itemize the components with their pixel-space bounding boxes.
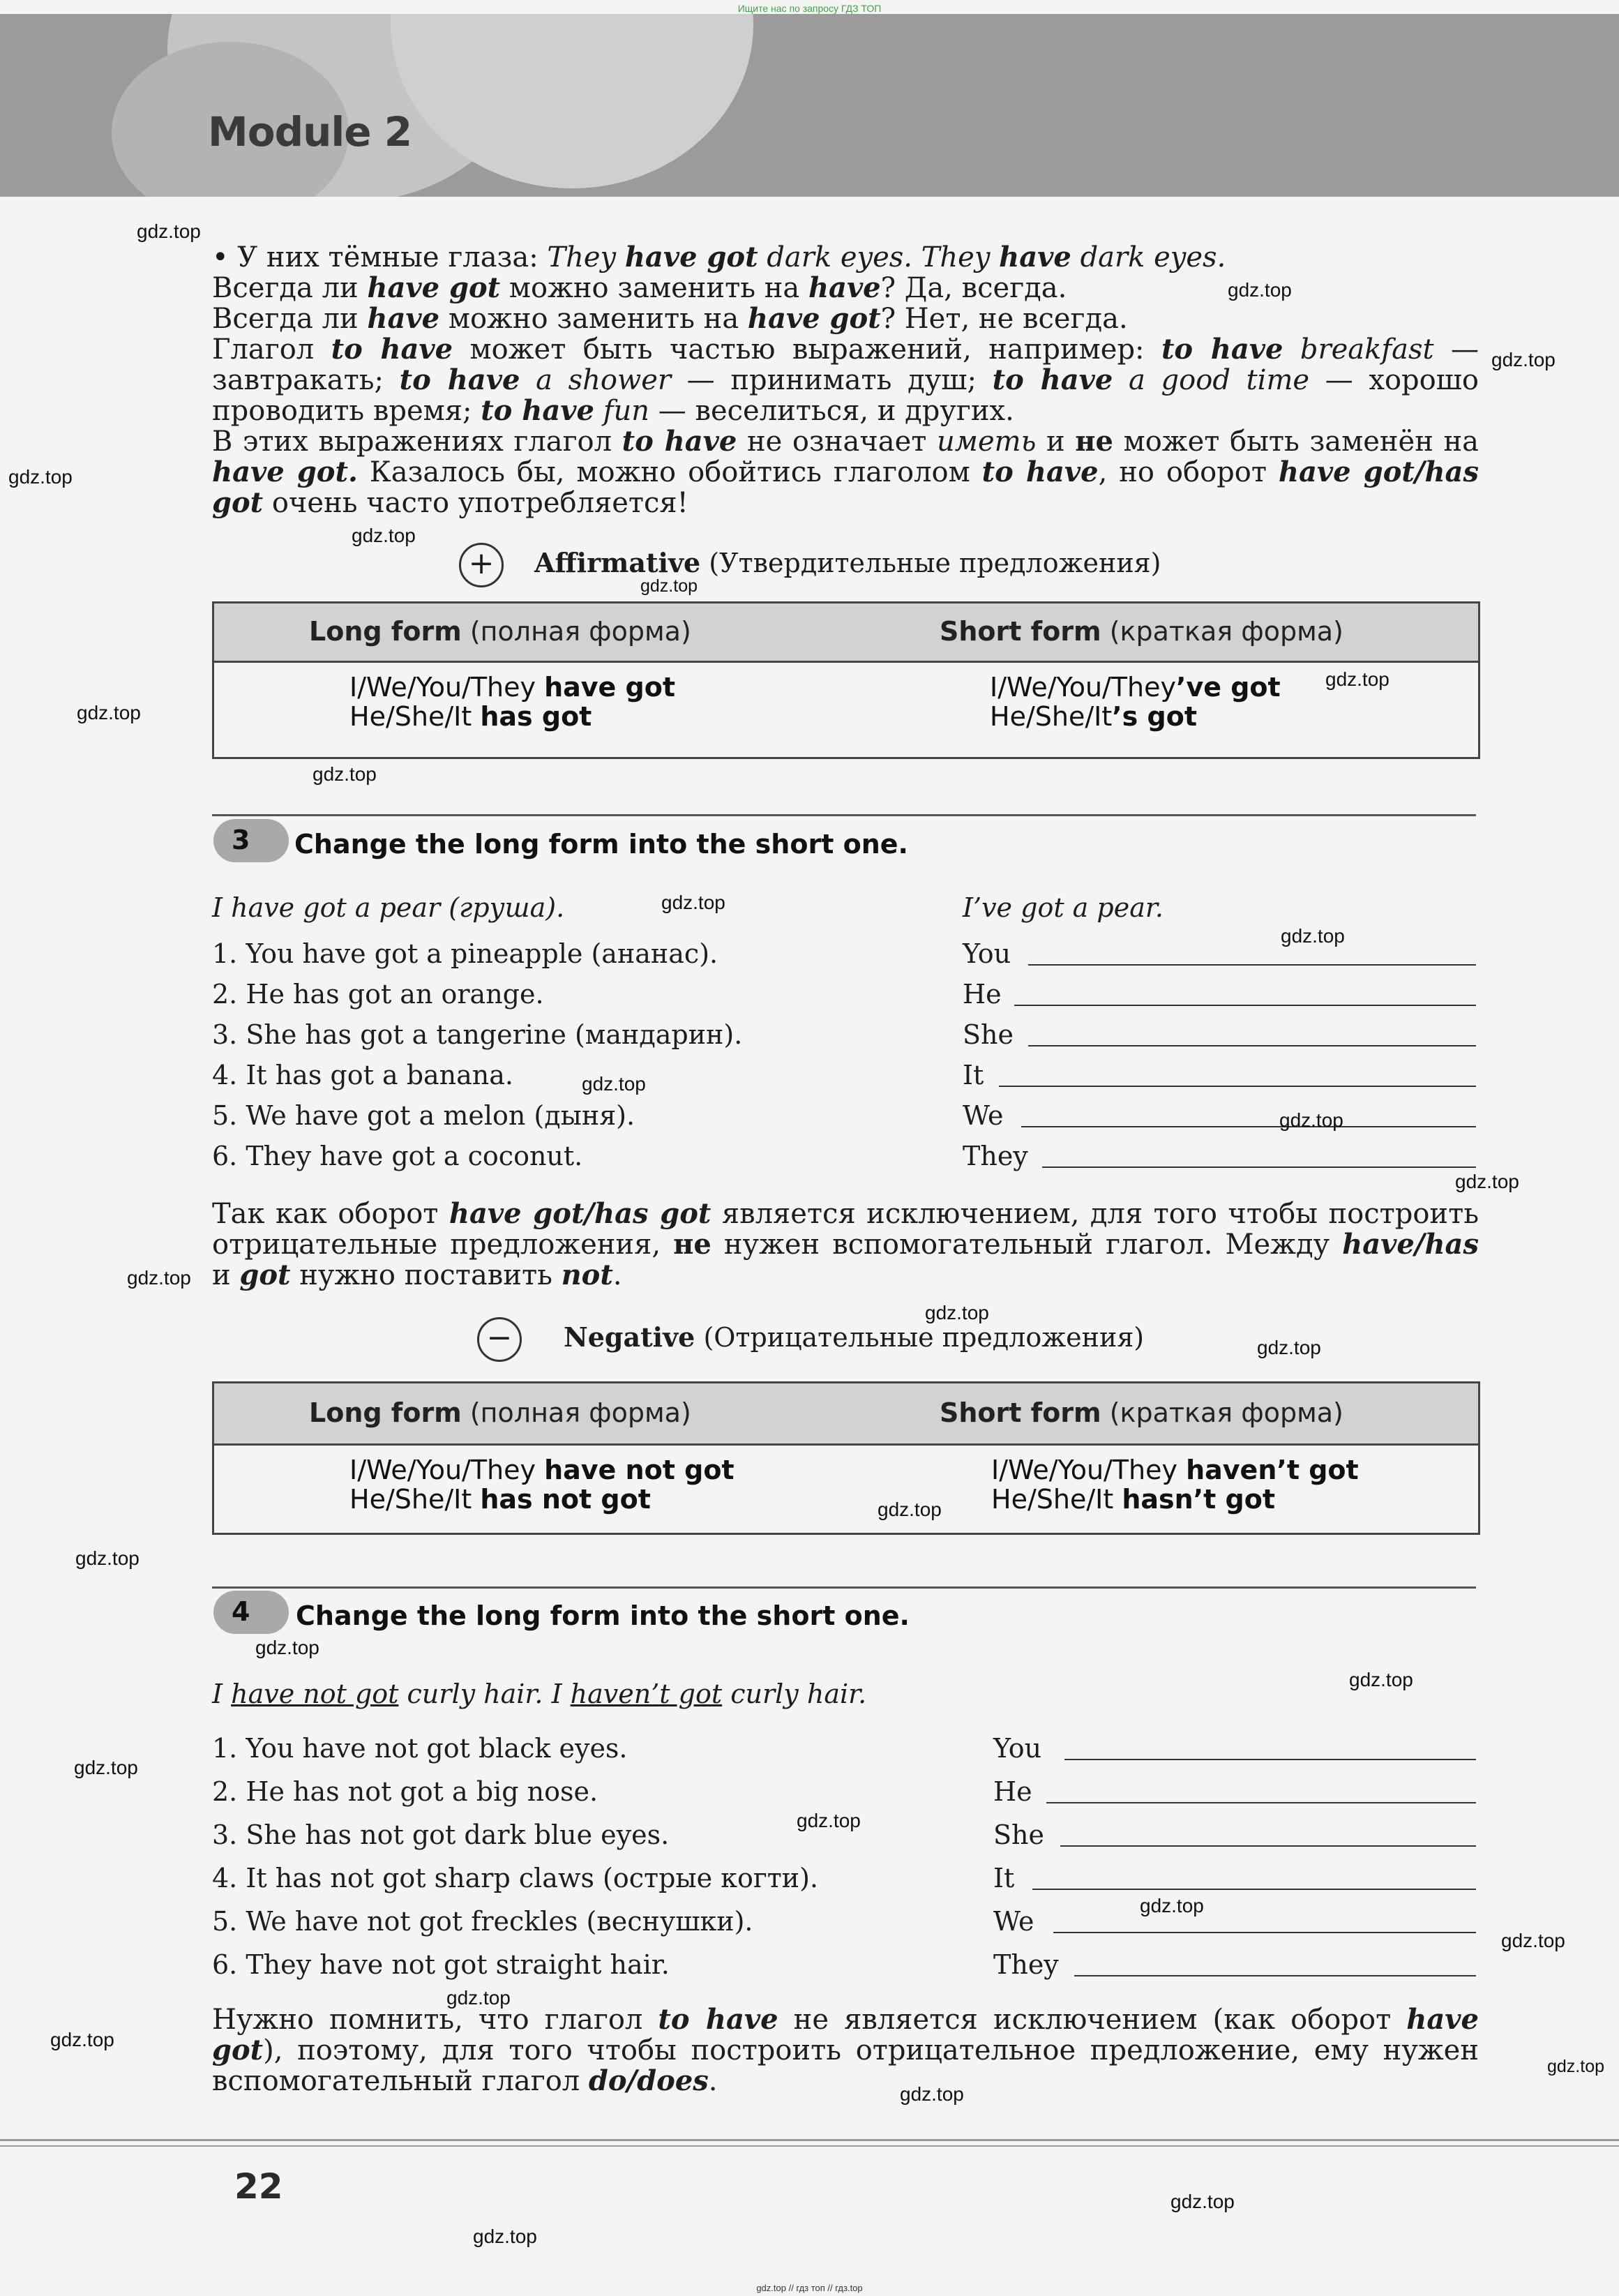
watermark: gdz.top bbox=[1455, 1171, 1519, 1192]
affirmative-table-header bbox=[214, 603, 1478, 663]
intro-paragraph-2: В этих выражениях глагол to have не означает иметь и не может быть заменён на have got. Казалось бы, можно обойтись глаголом to have, но оборот have got/has got очень часто употребляется! bbox=[212, 425, 1479, 519]
watermark: gdz.top bbox=[640, 576, 698, 596]
watermark: gdz.top bbox=[446, 1987, 511, 2009]
answer-prefix: He bbox=[993, 1776, 1032, 1807]
watermark: gdz.top bbox=[1140, 1895, 1204, 1916]
list-item: 2. He has not got a big nose. bbox=[212, 1776, 598, 1807]
exercise-4-list bbox=[212, 1733, 1479, 1991]
answer-blank[interactable] bbox=[1060, 1845, 1476, 1847]
list-item: 3. She has got a tangerine (мандарин). bbox=[212, 1019, 743, 1050]
header-band bbox=[0, 14, 1619, 197]
affirmative-short-forms: I/We/You/They’ve got He/She/It’s got bbox=[990, 672, 1281, 732]
short-form-header: Short form (краткая форма) bbox=[940, 616, 1343, 647]
answer-prefix: You bbox=[993, 1733, 1042, 1764]
watermark: gdz.top bbox=[1257, 1337, 1321, 1358]
negative-long-forms: I/We/You/They have not got He/She/It has not got bbox=[349, 1455, 735, 1515]
answer-prefix: He bbox=[963, 979, 1002, 1010]
watermark: gdz.top bbox=[255, 1637, 319, 1658]
module-title: Module 2 bbox=[208, 108, 412, 156]
watermark: gdz.top bbox=[900, 2083, 964, 2105]
intro-line-1: • У них тёмные глаза: They have got dark eyes. They have dark eyes. bbox=[212, 241, 1226, 273]
answer-prefix: She bbox=[963, 1019, 1014, 1050]
answer-prefix: It bbox=[963, 1060, 984, 1090]
list-item: 1. You have got a pineapple (ананас). bbox=[212, 938, 718, 969]
exercise-3-list bbox=[212, 938, 1479, 1176]
answer-blank[interactable] bbox=[1021, 1126, 1476, 1127]
answer-prefix: It bbox=[993, 1863, 1015, 1893]
plus-icon: + bbox=[459, 543, 504, 587]
affirmative-long-forms: I/We/You/They have got He/She/It has got bbox=[349, 672, 676, 732]
minus-icon: − bbox=[477, 1317, 522, 1362]
watermark: gdz.top bbox=[797, 1810, 861, 1831]
list-item: 5. We have not got freckles (веснушки). bbox=[212, 1906, 753, 1937]
answer-blank[interactable] bbox=[1053, 1932, 1476, 1933]
negative-table-header bbox=[214, 1383, 1478, 1446]
negative-title: Negative (Отрицательные предложения) bbox=[564, 1321, 1145, 1353]
watermark: gdz.top bbox=[1501, 1930, 1565, 1951]
closing-paragraph: Нужно помнить, что глагол to have не является исключением (как оборот have got), поэтому, для того чтобы построить отрицательное предложение, ему нужен вспомогательный глагол do/does. bbox=[212, 2003, 1479, 2097]
footer-note: gdz.top // гдз топ // гдз.top bbox=[756, 2283, 863, 2293]
short-form-header: Short form (краткая форма) bbox=[940, 1397, 1343, 1428]
watermark: gdz.top bbox=[473, 2226, 537, 2247]
watermark: gdz.top bbox=[312, 763, 377, 785]
watermark: gdz.top bbox=[1349, 1669, 1413, 1690]
intro-line-2: Всегда ли have got можно заменить на have? Да, всегда. bbox=[212, 271, 1067, 304]
answer-prefix: You bbox=[963, 938, 1011, 969]
watermark: gdz.top bbox=[1170, 2191, 1235, 2212]
exercise-3-number: 3 bbox=[213, 819, 289, 862]
top-note: Ищите нас по запросу ГДЗ ТОП bbox=[737, 3, 882, 14]
list-item: 4. It has not got sharp claws (острые когти). bbox=[212, 1863, 818, 1893]
list-item: 6. They have not got straight hair. bbox=[212, 1949, 670, 1980]
answer-blank[interactable] bbox=[1028, 964, 1476, 966]
long-form-header: Long form (полная форма) bbox=[309, 1397, 691, 1428]
watermark: gdz.top bbox=[1491, 349, 1556, 370]
bottom-rule bbox=[0, 2145, 1619, 2147]
watermark: gdz.top bbox=[1325, 668, 1390, 690]
watermark: gdz.top bbox=[50, 2029, 114, 2050]
answer-prefix: We bbox=[993, 1906, 1034, 1937]
negative-short-forms: I/We/You/They haven’t got He/She/It hasn’t got bbox=[991, 1455, 1359, 1515]
list-item: 2. He has got an orange. bbox=[212, 979, 544, 1010]
answer-prefix: We bbox=[963, 1100, 1004, 1131]
exercise-4-title: Change the long form into the short one. bbox=[296, 1600, 910, 1631]
watermark: gdz.top bbox=[77, 702, 141, 723]
exercise-3-example: I have got a pear (груша). bbox=[212, 892, 565, 923]
watermark: gdz.top bbox=[74, 1757, 138, 1778]
answer-blank[interactable] bbox=[1032, 1889, 1476, 1890]
answer-prefix: She bbox=[993, 1819, 1044, 1850]
answer-blank[interactable] bbox=[1046, 1802, 1476, 1803]
list-item: 1. You have not got black eyes. bbox=[212, 1733, 628, 1764]
exercise-3-example-answer: I’ve got a pear. bbox=[963, 892, 1164, 923]
long-form-header: Long form (полная форма) bbox=[309, 616, 691, 647]
intro-paragraph: Глагол to have может быть частью выражений, например: to have breakfast — завтракать; to have a shower — принимать душ; to have a good time — хорошо проводить время; to have fun — веселиться, и других. bbox=[212, 333, 1479, 427]
exercise-3-title: Change the long form into the short one. bbox=[294, 829, 908, 860]
list-item: 5. We have got a melon (дыня). bbox=[212, 1100, 635, 1131]
answer-blank[interactable] bbox=[1064, 1759, 1476, 1760]
affirmative-title: Affirmative (Утвердительные предложения) bbox=[534, 547, 1161, 578]
watermark: gdz.top bbox=[1547, 2057, 1605, 2076]
page-number: 22 bbox=[234, 2166, 283, 2207]
watermark: gdz.top bbox=[1228, 279, 1292, 301]
exercise-4-number: 4 bbox=[213, 1591, 289, 1634]
list-item: 3. She has not got dark blue eyes. bbox=[212, 1819, 670, 1850]
list-item: 6. They have got a coconut. bbox=[212, 1141, 583, 1171]
exercise-4-rule bbox=[212, 1586, 1476, 1589]
exercise-3-rule bbox=[212, 814, 1476, 816]
watermark: gdz.top bbox=[137, 220, 201, 242]
watermark: gdz.top bbox=[8, 466, 73, 488]
answer-blank[interactable] bbox=[1074, 1975, 1476, 1976]
watermark: gdz.top bbox=[127, 1267, 191, 1289]
intro-line-3: Всегда ли have можно заменить на have got? Нет, не всегда. bbox=[212, 302, 1128, 335]
negative-table bbox=[212, 1381, 1480, 1535]
answer-prefix: They bbox=[993, 1949, 1059, 1980]
watermark: gdz.top bbox=[582, 1073, 646, 1095]
watermark: gdz.top bbox=[352, 525, 416, 546]
watermark: gdz.top bbox=[1281, 925, 1345, 947]
watermark: gdz.top bbox=[661, 892, 725, 913]
watermark: gdz.top bbox=[75, 1547, 140, 1569]
watermark: gdz.top bbox=[925, 1302, 989, 1323]
bottom-rule bbox=[0, 2139, 1619, 2141]
answer-prefix: They bbox=[963, 1141, 1028, 1171]
answer-blank[interactable] bbox=[1014, 1005, 1476, 1006]
answer-blank[interactable] bbox=[1042, 1166, 1476, 1168]
list-item: 4. It has got a banana. bbox=[212, 1060, 514, 1090]
affirmative-table bbox=[212, 601, 1480, 759]
watermark: gdz.top bbox=[878, 1499, 942, 1520]
watermark: gdz.top bbox=[1279, 1109, 1343, 1131]
exercise-4-example: I have not got curly hair. I haven’t got curly hair. bbox=[212, 1679, 867, 1709]
middle-paragraph: Так как оборот have got/has got является исключением, для того чтобы построить отрицательные предложения, не нужен вспомогательный глагол. Между have/has и got нужно поставить not. bbox=[212, 1197, 1479, 1291]
answer-blank[interactable] bbox=[999, 1086, 1476, 1087]
answer-blank[interactable] bbox=[1028, 1045, 1476, 1046]
